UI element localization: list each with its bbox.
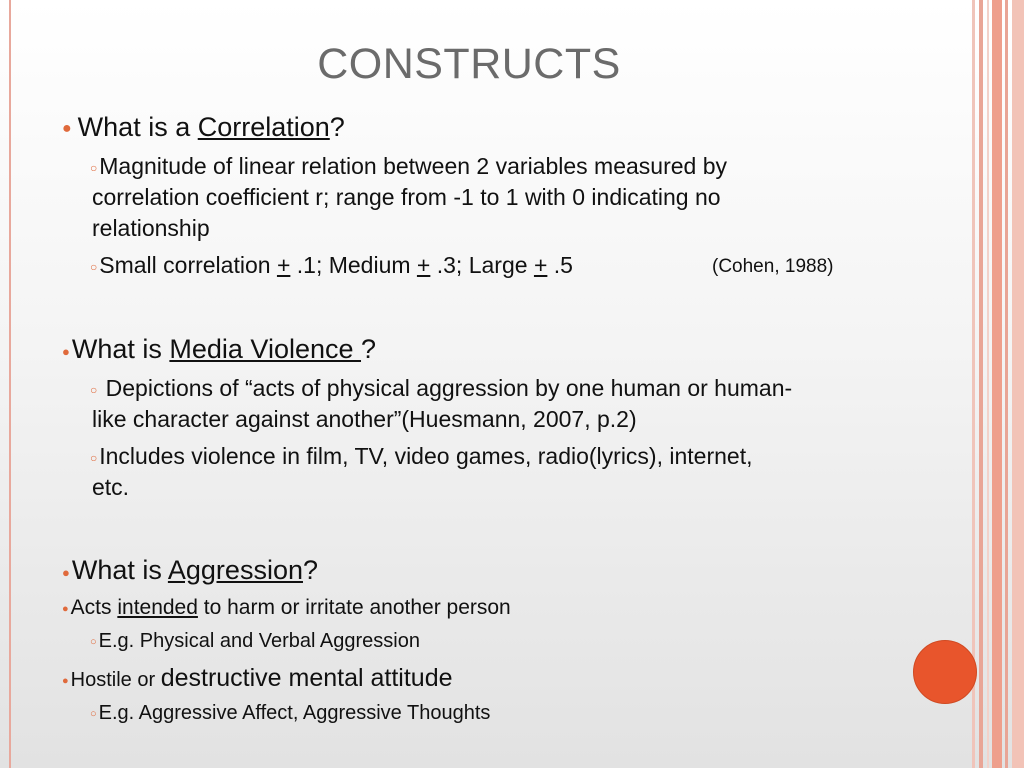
media-violence-definition-line-1: ○ Depictions of “acts of physical aggression by one human or human- xyxy=(90,375,793,401)
question-media-violence: ●What is Media Violence ? xyxy=(62,334,377,364)
correlation-definition-line-2: correlation coefficient r; range from -1 to 1 with 0 indicating no xyxy=(92,184,721,210)
bullet-dot-icon: ● xyxy=(62,603,69,615)
bullet-ring-icon: ○ xyxy=(90,260,98,274)
term-correlation: Correlation xyxy=(197,112,330,142)
bullet-ring-icon: ○ xyxy=(90,383,98,397)
question-aggression: ●What is Aggression? xyxy=(62,555,319,585)
term-aggression: Aggression xyxy=(167,555,303,585)
bullet-ring-icon: ○ xyxy=(90,636,97,648)
aggression-example-1: ○ E.g. Physical and Verbal Aggression xyxy=(90,630,420,652)
aggression-acts: ●Acts intended to harm or irritate another person xyxy=(62,596,511,619)
decorative-orange-circle xyxy=(913,640,977,704)
media-violence-includes-line-1: ○Includes violence in film, TV, video games, radio(lyrics), internet, xyxy=(90,443,753,469)
term-media-violence: Media Violence xyxy=(169,334,362,364)
bullet-ring-icon: ○ xyxy=(90,451,98,465)
bullet-dot-icon: ● xyxy=(62,344,70,359)
bullet-ring-icon: ○ xyxy=(90,161,98,175)
citation-cohen: (Cohen, 1988) xyxy=(712,256,834,277)
question-correlation: ● What is a Correlation? xyxy=(62,112,345,142)
bullet-dot-icon: ● xyxy=(62,120,72,137)
slide-title: CONSTRUCTS xyxy=(317,40,621,88)
media-violence-definition-line-2: like character against another”(Huesmann, 2007, p.2) xyxy=(92,406,637,432)
aggression-hostile: ● Hostile or destructive mental attitude xyxy=(62,664,453,692)
bullet-dot-icon: ● xyxy=(62,675,69,687)
aggression-example-2: ○ E.g. Aggressive Affect, Aggressive Thoughts xyxy=(90,702,491,724)
correlation-definition-line-1: ○Magnitude of linear relation between 2 variables measured by xyxy=(90,153,728,179)
media-violence-includes-line-2: etc. xyxy=(92,474,130,500)
correlation-sizes: ○Small correlation + .1; Medium + .3; Large + .5 xyxy=(90,252,573,278)
bullet-ring-icon: ○ xyxy=(90,708,97,720)
bullet-dot-icon: ● xyxy=(62,565,70,580)
correlation-definition-line-3: relationship xyxy=(92,215,210,241)
